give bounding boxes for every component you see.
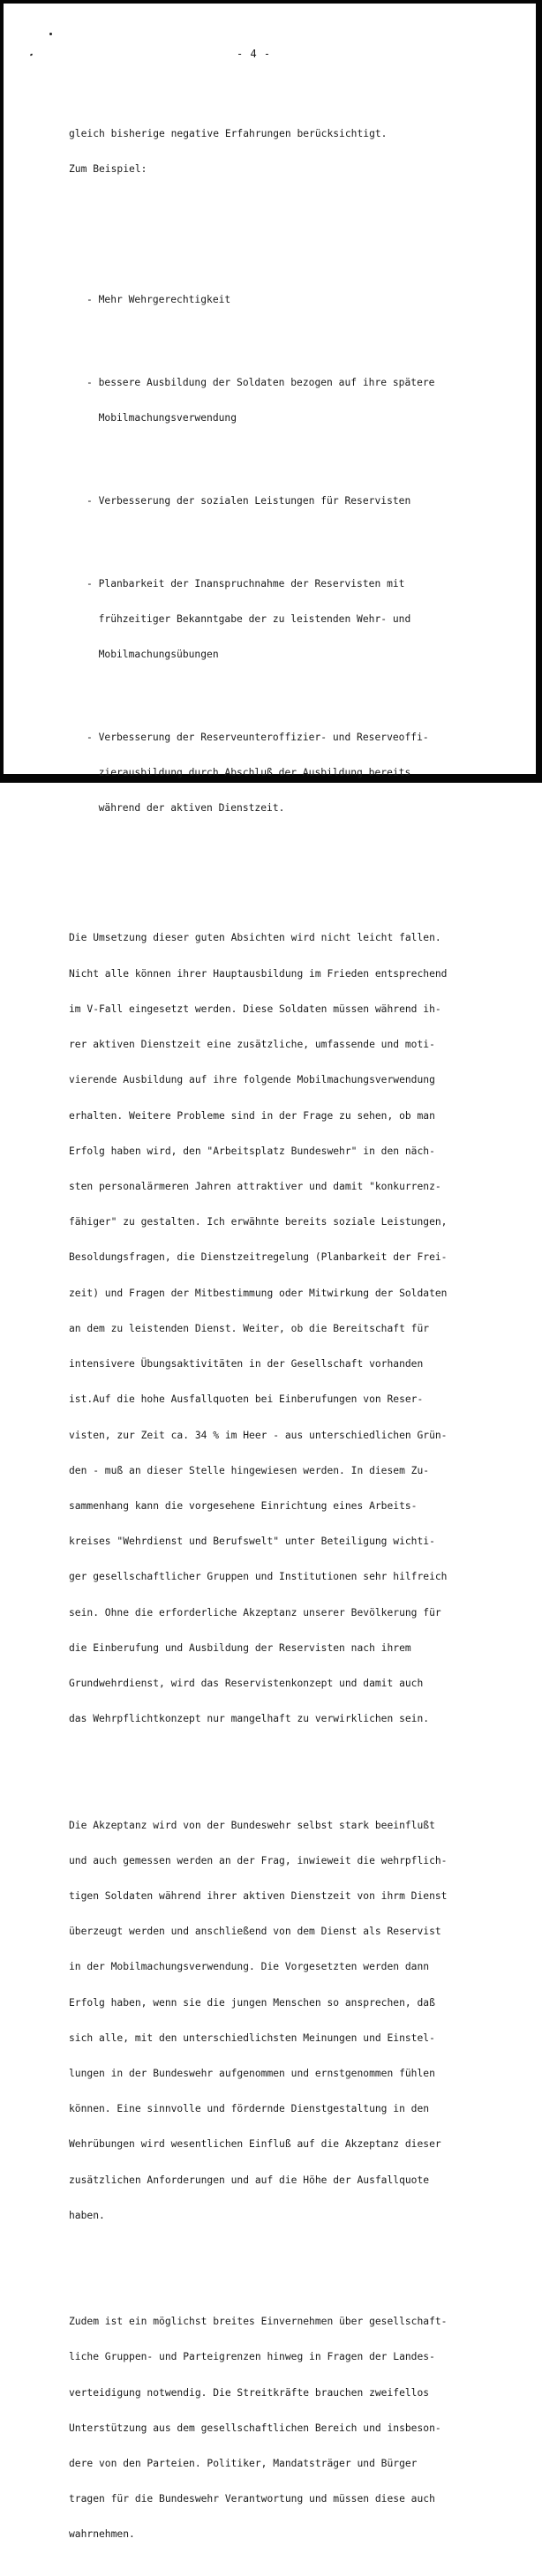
text-line: Grundwehrdienst, wird das Reservistenkonzept und damit auch — [69, 1678, 424, 1690]
text-line: verteidigung notwendig. Die Streitkräfte brauchen zweifellos — [69, 2386, 430, 2399]
text-line: tragen für die Bundeswehr Verantwortung und müssen diese auch — [69, 2493, 435, 2505]
text-line: Wehrübungen wird wesentlichen Einfluß auf die Akzeptanz dieser — [69, 2138, 441, 2151]
text-line: erhalten. Weitere Probleme sind in der Frage zu sehen, ob man — [69, 1109, 435, 1122]
scan-border-right — [536, 0, 542, 783]
text-line: Die Umsetzung dieser guten Absichten wird nicht leicht fallen. — [69, 932, 441, 944]
text-line: ist.Auf die hohe Ausfallquoten bei Einberufungen von Reser- — [69, 1393, 424, 1406]
text-line: in der Mobilmachungsverwendung. Die Vorgesetzten werden dann — [69, 1961, 430, 1973]
text-line: sammenhang kann die vorgesehene Einrichtung eines Arbeits- — [69, 1499, 418, 1512]
text-line: Besoldungsfragen, die Dienstzeitregelung (Planbarkeit der Frei- — [69, 1251, 448, 1264]
text-line: überzeugt werden und anschließend von dem Dienst als Reservist — [69, 1926, 441, 1938]
document-body — [69, 80, 475, 2576]
intro-text — [69, 104, 475, 199]
text-line: an dem zu leistenden Dienst. Weiter, ob die Bereitschaft für — [69, 1322, 430, 1334]
bullet-item — [87, 353, 475, 447]
text-line: haben. — [69, 2209, 105, 2221]
text-line: während der aktiven Dienstzeit. — [87, 802, 285, 815]
bullet-item — [87, 708, 475, 837]
text-line: - Mehr Wehrgerechtigkeit — [87, 293, 231, 305]
text-line: den - muß an dieser Stelle hingewiesen werden. In diesem Zu- — [69, 1464, 430, 1476]
text-line: Unterstützung aus dem gesellschaftlichen Bereich und insbeson- — [69, 2422, 441, 2434]
text-line: Mobilmachungsübungen — [87, 649, 219, 661]
text-line: zusätzlichen Anforderungen und auf die Höhe der Ausfallquote — [69, 2174, 430, 2186]
text-line: Erfolg haben, wenn sie die jungen Menschen so ansprechen, daß — [69, 1996, 435, 2009]
scan-border-top — [0, 0, 542, 4]
text-line: visten, zur Zeit ca. 34 % im Heer - aus unterschiedlichen Grün- — [69, 1429, 448, 1441]
paragraph — [69, 1796, 475, 2245]
scan-speck — [49, 33, 52, 35]
text-line: Mobilmachungsverwendung — [87, 411, 237, 424]
paragraph — [69, 909, 475, 1749]
text-line: - bessere Ausbildung der Soldaten bezogen auf ihre spätere — [87, 376, 435, 388]
text-line: Erfolg haben wird, den "Arbeitsplatz Bundeswehr" in den näch- — [69, 1145, 435, 1157]
text-line: vierende Ausbildung auf ihre folgende Mobilmachungsverwendung — [69, 1074, 435, 1086]
text-line: rer aktiven Dienstzeit eine zusätzliche, umfassende und moti- — [69, 1039, 435, 1051]
text-line: wahrnehmen. — [69, 2528, 135, 2541]
text-line: frühzeitiger Bekanntgabe der zu leistenden Wehr- und — [87, 612, 411, 625]
text-line: können. Eine sinnvolle und fördernde Dienstgestaltung in den — [69, 2103, 430, 2115]
text-line: kreises "Wehrdienst und Berufswelt" unter Beteiligung wichti- — [69, 1536, 435, 1548]
scan-speck — [30, 53, 34, 56]
text-line: - Verbesserung der sozialen Leistungen für Reservisten — [87, 494, 411, 507]
scan-border-left — [0, 0, 4, 783]
text-line: liche Gruppen- und Parteigrenzen hinweg in Fragen der Landes- — [69, 2351, 435, 2363]
text-line: und auch gemessen werden an der Frag, inwieweit die wehrpflich- — [69, 1854, 448, 1866]
paragraph — [69, 2292, 475, 2564]
text-line: intensivere Übungsaktivitäten in der Gesellschaft vorhanden — [69, 1358, 424, 1371]
text-line: tigen Soldaten während ihrer aktiven Dienstzeit von ihrm Dienst — [69, 1889, 448, 1902]
bullet-item — [87, 270, 475, 329]
text-line: - Verbesserung der Reserveunteroffizier- und Reserveoffi- — [87, 731, 429, 743]
text-line: - Planbarkeit der Inanspruchnahme der Reservisten mit — [87, 577, 405, 590]
text-line: ger gesellschaftlicher Gruppen und Institutionen sehr hilfreich — [69, 1571, 448, 1583]
text-line: sten personalärmeren Jahren attraktiver und damit "konkurrenz- — [69, 1180, 441, 1192]
text-line: sich alle, mit den unterschiedlichsten Meinungen und Einstel- — [69, 2032, 435, 2044]
text-line: dere von den Parteien. Politiker, Mandatsträger und Bürger — [69, 2458, 418, 2470]
text-line: Zudem ist ein möglichst breites Einvernehmen über gesellschaft- — [69, 2316, 448, 2328]
text-line: die Einberufung und Ausbildung der Reservisten nach ihrem — [69, 1641, 411, 1654]
page-number: - 4 - — [237, 48, 271, 60]
text-line: das Wehrpflichtkonzept nur mangelhaft zu verwirklichen sein. — [69, 1713, 430, 1725]
text-line: sein. Ohne die erforderliche Akzeptanz unserer Bevölkerung für — [69, 1606, 441, 1618]
text-line: Zum Beispiel: — [69, 162, 147, 175]
text-line: lungen in der Bundeswehr aufgenommen und ernstgenommen fühlen — [69, 2068, 435, 2080]
text-line: zierausbildung durch Abschluß der Ausbildung bereits — [87, 767, 411, 779]
bullet-list — [87, 246, 475, 861]
text-line: im V-Fall eingesetzt werden. Diese Soldaten müssen während ih- — [69, 1003, 441, 1015]
text-line: fähiger" zu gestalten. Ich erwähnte bereits soziale Leistungen, — [69, 1216, 448, 1228]
text-line: Die Akzeptanz wird von der Bundeswehr selbst stark beeinflußt — [69, 1819, 435, 1831]
text-line: zeit) und Fragen der Mitbestimmung oder Mitwirkung der Soldaten — [69, 1287, 448, 1299]
bullet-item — [87, 554, 475, 684]
bullet-item — [87, 471, 475, 530]
text-line: gleich bisherige negative Erfahrungen berücksichtigt. — [69, 127, 388, 139]
text-line: Nicht alle können ihrer Hauptausbildung im Frieden entsprechend — [69, 967, 448, 980]
